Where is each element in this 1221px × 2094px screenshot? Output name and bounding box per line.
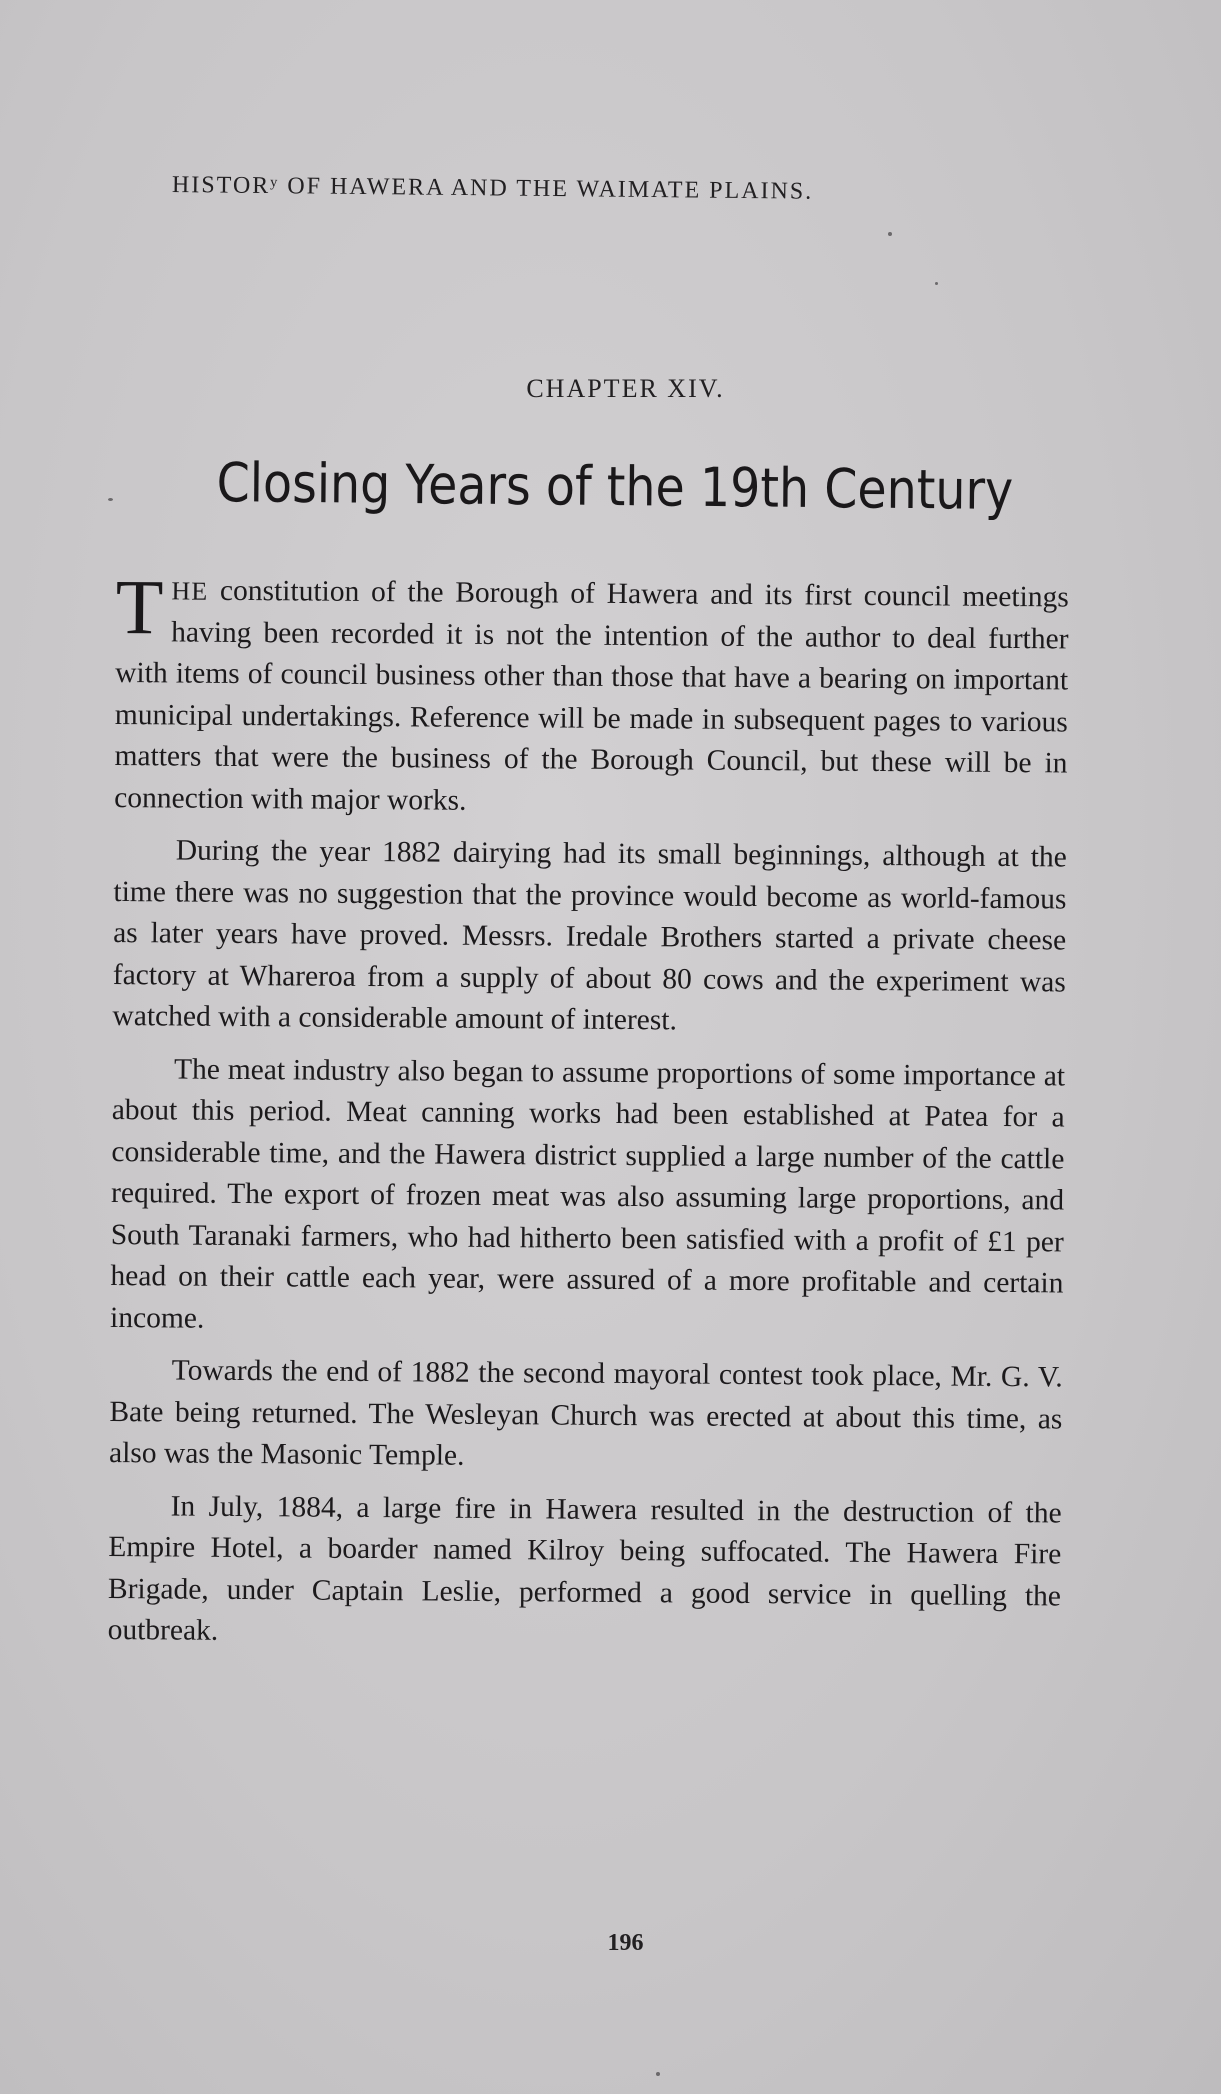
paragraph-1-text: constitution of the Borough of Hawera and its first council meetings having been recorded it is not the intention of the author to deal further with items of council business other than those that have a bearing on important municipal undertakings. Reference will be made in subsequent pages to various matters that were the business of the Borough Council, but these will be in connection with major works. <box>114 574 1069 817</box>
chapter-body <box>107 563 1069 1670</box>
chapter-label: CHAPTER XIV. <box>526 374 725 403</box>
paragraph-1 <box>114 563 1069 826</box>
paper-speck <box>935 282 938 285</box>
paragraph-5: In July, 1884, a large fire in Hawera resulted in the destruction of the Empire Hotel, a boarder named Kilroy being suffocated. The Hawera Fire Brigade, under Captain Leslie, performed a good service in quelling the outbreak. <box>107 1489 1062 1647</box>
paper-speck <box>888 232 892 236</box>
paper-speck <box>108 498 113 501</box>
drop-cap: T <box>115 563 164 651</box>
chapter-title: Closing Years of the 19th Century <box>216 451 1014 522</box>
paper-speck <box>656 2072 660 2076</box>
paragraph-2: During the year 1882 dairying had its small beginnings, although at the time there was no suggestion that the province would become as world-famous as later years have proved. Messrs. Iredale Brothers started a private cheese factory at Whareroa from a supply of about 80 cows and the experiment was watched with a considerable amount of interest. <box>112 834 1067 1037</box>
paragraph-4: Towards the end of 1882 the second mayoral contest took place, Mr. G. V. Bate being returned. The Wesleyan Church was erected at about this time, as also was the Masonic Temple. <box>108 1354 1063 1472</box>
running-head: HISTORʸ OF HAWERA AND THE WAIMATE PLAINS. <box>171 172 814 205</box>
paragraph-3: The meat industry also began to assume proportions of some importance at about this period. Meat canning works had been established at Patea for a considerable time, and the Hawera district supplied a large number of the cattle required. The export of frozen meat was also assuming large proportions, and South Taranaki farmers, who had hitherto been satisfied with a profit of £1 per head on their cattle each year, were assured of a more profitable and certain income. <box>110 1052 1066 1335</box>
paragraph-1-smallcap: HE <box>171 576 209 606</box>
page-number: 196 <box>607 1930 644 1956</box>
